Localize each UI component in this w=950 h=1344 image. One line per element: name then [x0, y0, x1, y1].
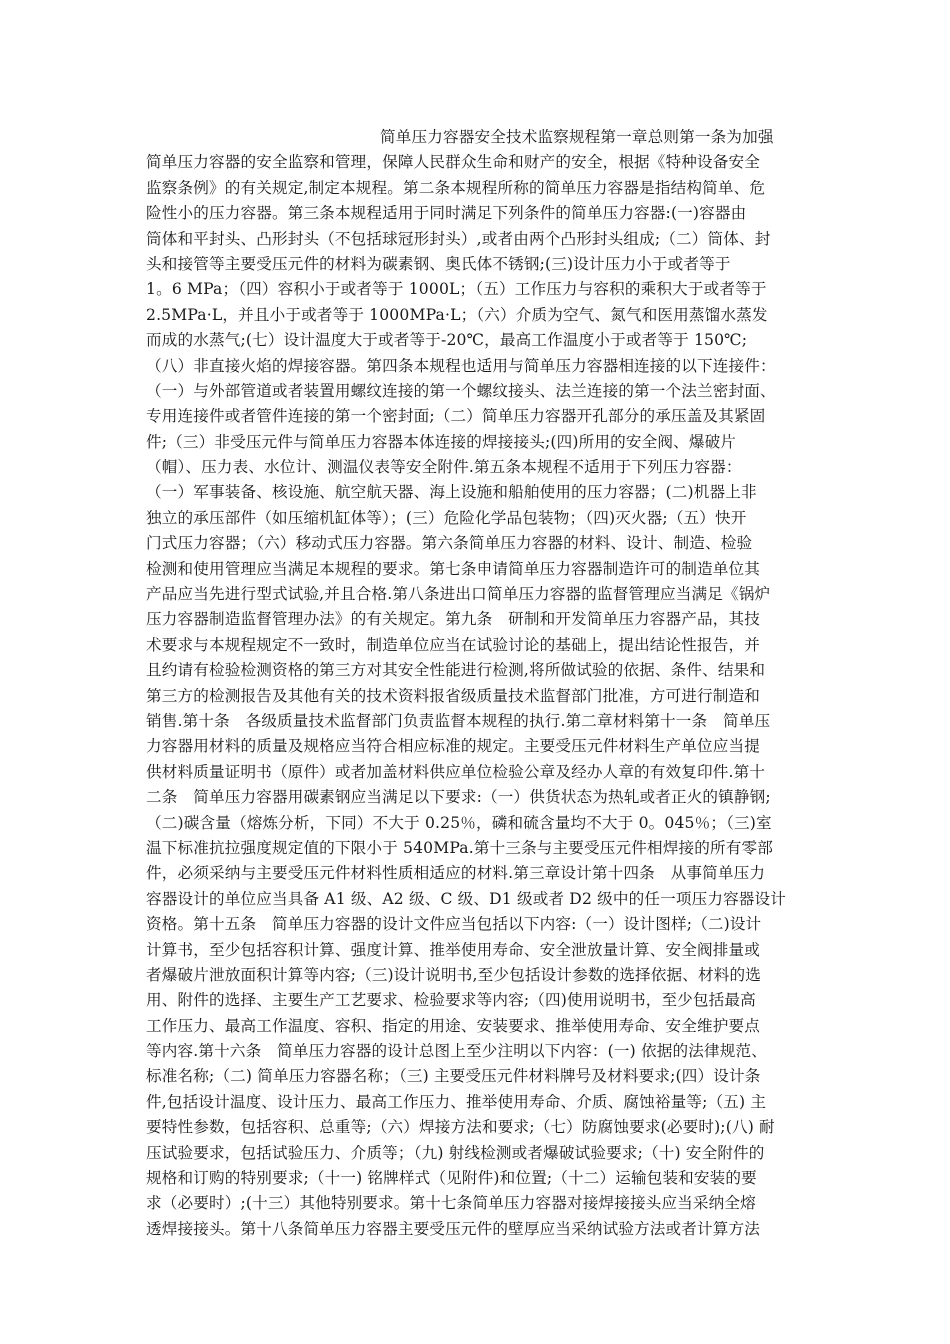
text-line: 标准名称;（二) 简单压力容器名称；（三) 主要受压元件材料牌号及材料要求;(四）设计条: [146, 1067, 761, 1086]
text-line: 供材料质量证明书（原件）或者加盖材料供应单位检验公章及经办人章的有效复印件.第十: [146, 762, 766, 781]
text-line: 件;（三）非受压元件与简单压力容器本体连接的焊接接头;(四)所用的安全阀、爆破片: [146, 432, 737, 451]
text-line: 门式压力容器；（六）移动式压力容器。第六条简单压力容器的材料、设计、制造、检验: [146, 534, 753, 553]
text-line: 压试验要求，包括试验压力、介质等；（九) 射线检测或者爆破试验要求;（十) 安全附件的: [146, 1143, 765, 1162]
text-line: 而成的水蒸气;(七）设计温度大于或者等于-20℃，最高工作温度小于或者等于 150℃;: [146, 331, 748, 350]
text-line: 温下标准抗拉强度规定值的下限小于 540MPa.第十三条与主要受压元件相焊接的所有零部: [146, 838, 773, 857]
text-line: 检测和使用管理应当满足本规程的要求。第七条申请简单压力容器制造许可的制造单位其: [146, 559, 761, 578]
text-line: 计算书，至少包括容积计算、强度计算、推举使用寿命、安全泄放量计算、安全阀排量或: [146, 940, 761, 959]
text-line: 专用连接件或者管件连接的第一个密封面;（二）简单压力容器开孔部分的承压盖及其紧固: [146, 407, 766, 426]
text-line: （二)碳含量（熔炼分析，下同）不大于 0.25％，磷和硫含量均不大于 0。045％；（三)室: [146, 813, 772, 832]
text-line: 件，必须采纳与主要受压元件材料性质相适应的材料.第三章设计第十四条 从事简单压力: [146, 864, 766, 883]
text-line: 规格和订购的特别要求;（十一) 铭牌样式（见附件)和位置;（十二）运输包装和安装的要: [146, 1169, 757, 1188]
text-line: 用、附件的选择、主要生产工艺要求、检验要求等内容;（四)使用说明书，至少包括最高: [146, 991, 756, 1010]
text-line: 二条 简单压力容器用碳素钢应当满足以下要求:（一）供货状态为热轧或者正火的镇静钢;: [146, 788, 771, 807]
text-line: 容器设计的单位应当具备 A1 级、A2 级、C 级、D1 级或者 D2 级中的任一项压力容器设计: [146, 889, 787, 908]
text-line: 简单压力容器的安全监察和管理，保障人民群众生命和财产的安全，根据《特种设备安全: [146, 153, 761, 172]
text-line: 2.5MPa·L，并且小于或者等于 1000MPa·L；（六）介质为空气、氮气和医用蒸馏水蒸发: [146, 305, 768, 324]
text-line: 产品应当先进行型式试验,并且合格.第八条进出口简单压力容器的监督管理应当满足《锅炉: [146, 585, 771, 604]
text-line: 销售.第十条 各级质量技术监督部门负责监督本规程的执行.第二章材料第十一条 简单压: [146, 711, 771, 730]
text-line: 第三方的检测报告及其他有关的技术资料报省级质量技术监督部门批准，方可进行制造和: [146, 686, 761, 705]
text-line: 求（必要时）;(十三）其他特别要求。第十七条简单压力容器对接焊接接头应当采纳全熔: [146, 1194, 756, 1213]
text-line: 独立的承压部件（如压缩机缸体等）；(三）危险化学品包装物；（四)灭火器;（五）快开: [146, 508, 747, 527]
text-line: 术要求与本规程规定不一致时，制造单位应当在试验讨论的基础上，提出结论性报告，并: [146, 635, 761, 654]
text-line: 件,包括设计温度、设计压力、最高工作压力、推举使用寿命、介质、腐蚀裕量等;（五) 主: [146, 1092, 767, 1111]
text-line: 力容器用材料的质量及规格应当符合相应标准的规定。主要受压元件材料生产单位应当提: [146, 737, 761, 756]
text-line: 者爆破片泄放面积计算等内容;（三)设计说明书,至少包括设计参数的选择依据、材料的选: [146, 965, 762, 984]
text-line: 要特性参数，包括容积、总重等;（六）焊接方法和要求;（七）防腐蚀要求(必要时);(八) 耐: [146, 1118, 775, 1137]
text-line: （一）军事装备、核设施、航空航天器、海上设施和船舶使用的压力容器；(二)机器上非: [146, 483, 757, 502]
text-line: 压力容器制造监督管理办法》的有关规定。第九条 研制和开发简单压力容器产品，其技: [146, 610, 761, 629]
text-line: 简单压力容器安全技术监察规程第一章总则第一条为加强: [380, 128, 774, 146]
text-line: （八）非直接火焰的焊接容器。第四条本规程也适用与简单压力容器相连接的以下连接件：: [146, 356, 776, 375]
regulation-text-block: [146, 125, 812, 1242]
text-line: 头和接管等主要受压元件的材料为碳素钢、奥氏体不锈钢;(三)设计压力小于或者等于: [146, 254, 731, 273]
text-line: 监察条例》的有关规定,制定本规程。第二条本规程所称的简单压力容器是指结构简单、危: [146, 178, 766, 197]
text-line: 筒体和平封头、凸形封头（不包括球冠形封头）,或者由两个凸形封头组成;（二）筒体、封: [146, 229, 771, 248]
text-line: 1。6 MPa；（四）容积小于或者等于 1000L；（五）工作压力与容积的乘积大于或者等于: [146, 280, 767, 299]
text-line: 工作压力、最高工作温度、容积、指定的用途、安装要求、推举使用寿命、安全维护要点: [146, 1016, 761, 1035]
text-line: 资格。第十五条 简单压力容器的设计文件应当包括以下内容:（一）设计图样;（二)设计: [146, 915, 762, 934]
text-line: 险性小的压力容器。第三条本规程适用于同时满足下列条件的简单压力容器:(一)容器由: [146, 204, 747, 223]
text-line: （一）与外部管道或者装置用螺纹连接的第一个螺纹接头、法兰连接的第一个法兰密封面、: [146, 381, 776, 400]
text-line: 等内容.第十六条 简单压力容器的设计总图上至少注明以下内容：(一) 依据的法律规范、: [146, 1042, 767, 1061]
text-line: 且约请有检验检测资格的第三方对其安全性能进行检测,将所做试验的依据、条件、结果和: [146, 661, 766, 680]
text-line: 透焊接接头。第十八条简单压力容器主要受压元件的壁厚应当采纳试验方法或者计算方法: [146, 1219, 761, 1238]
text-line: （帽）、压力表、水位计、测温仪表等安全附件.第五条本规程不适用于下列压力容器：: [146, 458, 742, 477]
